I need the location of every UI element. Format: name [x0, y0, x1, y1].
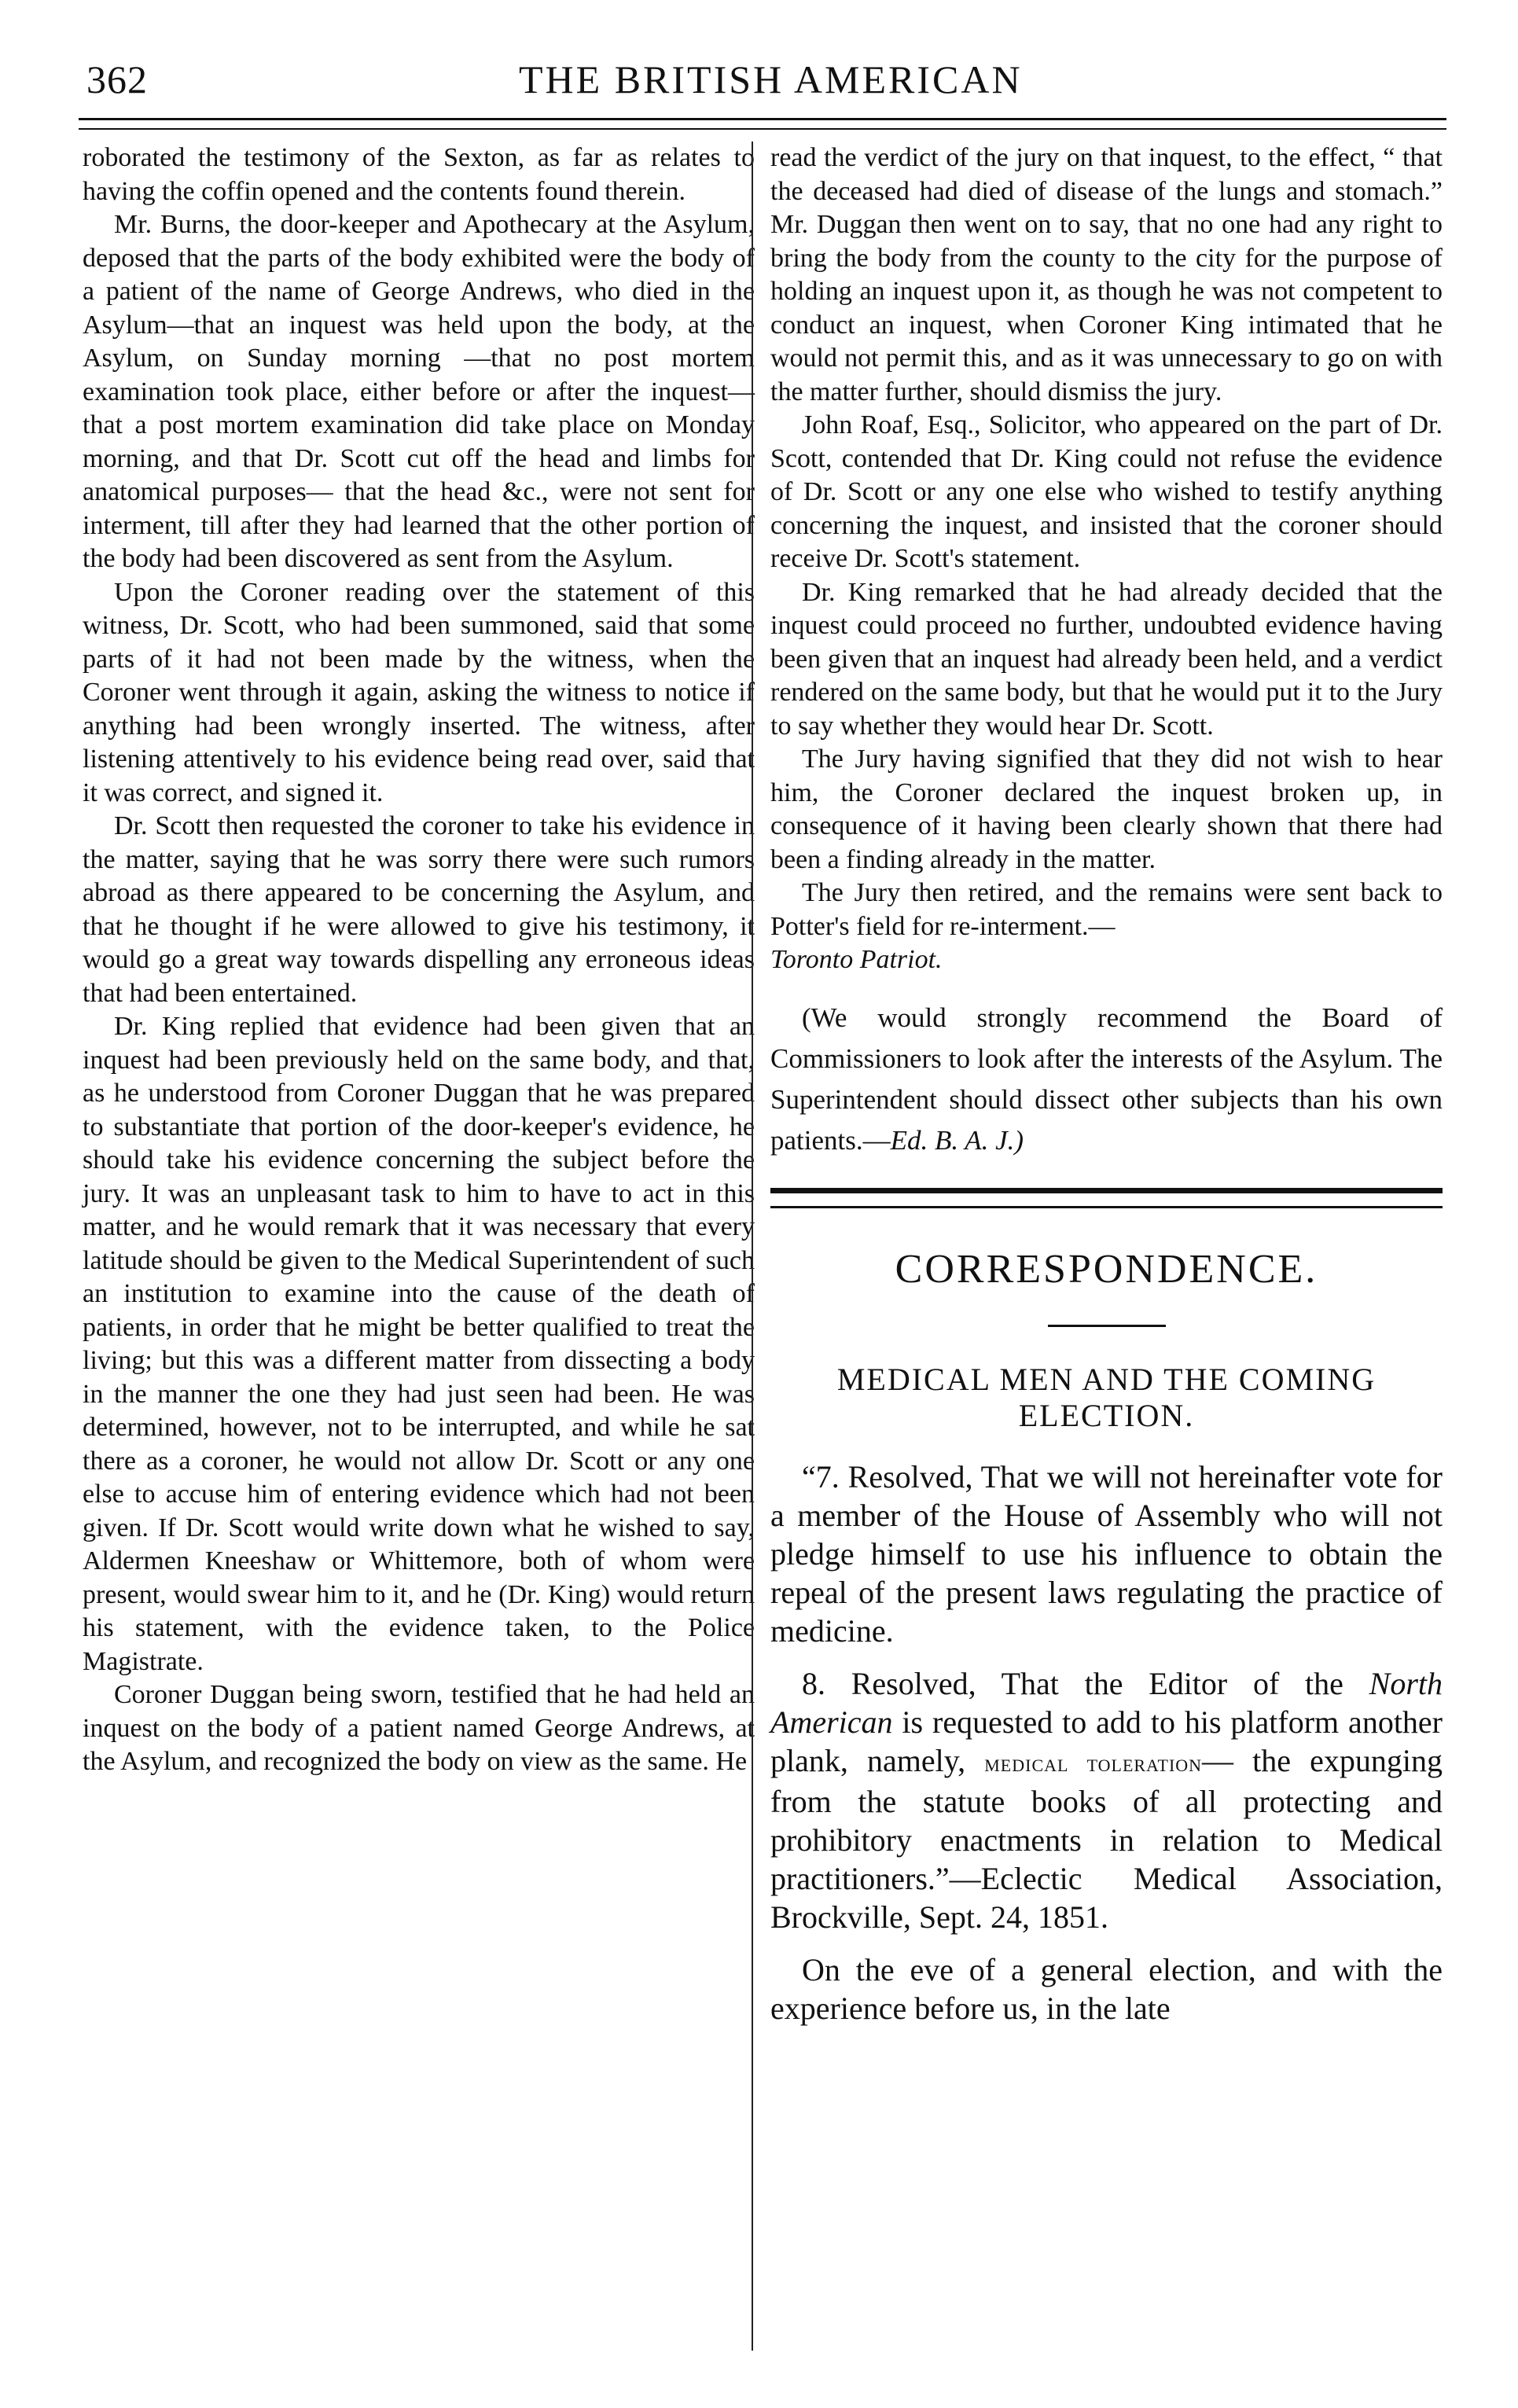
resolution-8-end: — the expunging from the statute books of all protecting and prohibitory enactments in relation to Medical practitioners.”—Eclectic Medical Association, Brockville, Sept. 24, 1851. — [770, 1742, 1443, 1935]
article-heading: MEDICAL MEN AND THE COMING ELECTION. — [836, 1361, 1376, 1433]
paragraph: Upon the Coroner reading over the statement of this witness, Dr. Scott, who had been summoned, said that some parts of it had not been made by the witness, when the Coroner went through it again, asking the witness to notice if anything had been wrongly inserted. The witness, after listening attentively to his evidence being read over, said that it was correct, and signed it. — [83, 577, 755, 807]
right-column — [770, 142, 1443, 2027]
paragraph: John Roaf, Esq., Solicitor, who appeared on the part of Dr. Scott, contended that Dr. King could not refuse the evidence of Dr. Scott or any one else who wished to testify anything concerning the inquest, and insisted that the coroner should receive Dr. Scott's statement. — [770, 410, 1443, 573]
paragraph: The Jury then retired, and the remains were sent back to Potter's field for re-interment.— — [770, 878, 1443, 941]
source-credit-text: Toronto Patriot. — [770, 945, 943, 974]
resolution-8 — [770, 1664, 1443, 1936]
short-rule — [1048, 1325, 1166, 1327]
resolution-8-start: 8. Resolved, That the Editor of the — [802, 1665, 1343, 1701]
header-rule — [79, 118, 1446, 130]
paragraph: roborated the testimony of the Sexton, as far as relates to having the coffin opened and the contents found therein. — [83, 143, 755, 206]
closing-paragraph: On the eve of a general election, and with the experience before us, in the late — [770, 1951, 1443, 2026]
page-header — [79, 49, 1446, 112]
paragraph: Coroner Duggan being sworn, testified that he had held an inquest on the body of a patient named George Andrews, at the Asylum, and recognized the body on view as the same. He — [83, 1680, 755, 1776]
paragraph: Dr. Scott then requested the coroner to take his evidence in the matter, saying that he was sorry there were such rumors abroad as there appeared to be concerning the Asylum, and that he thought if he were allowed to give his testimony, it would go a great way towards dispelling any erroneous ideas that had been entertained. — [83, 811, 755, 1008]
page-number: 362 — [86, 57, 148, 101]
resolution-7: “7. Resolved, That we will not hereinafter vote for a member of the House of Assembly who will not pledge himself to use his influence to obtain the repeal of the present laws regulating the practice of medicine. — [770, 1458, 1443, 1649]
column-divider — [752, 142, 753, 2351]
medical-toleration: medical toleration — [984, 1748, 1203, 1777]
paragraph: Dr. King remarked that he had already decided that the inquest could proceed no further, undoubted evidence having been given that an inquest had already been held, and a verdict rendered on the same body, but that he would put it to the Jury to say whether they would hear Dr. Scott. — [770, 577, 1443, 741]
source-credit — [770, 943, 1443, 977]
paragraph: Mr. Burns, the door-keeper and Apothecary at the Asylum, deposed that the parts of the body exhibited were the body of a patient of the name of George Andrews, who died in the Asylum—that an inquest was held upon the body, at the Asylum, on Sunday morning —that no post mortem examination took place, either before or after the inquest—that a post mortem examination did take place on Monday morning, and that Dr. Scott cut off the head and limbs for anatomical purposes— that the head &c., were not sent for interment, till after they had learned that the other portion of the body had been discovered as sent from the Asylum. — [83, 210, 755, 573]
paragraph: read the verdict of the jury on that inquest, to the effect, “ that the deceased had died of disease of the lungs and stomach.” Mr. Duggan then went on to say, that no one had any right to bring the body from the county to the city for the purpose of holding an inquest upon it, as though he was not competent to conduct an inquest, when Coroner King intimated that he would not permit this, and as it was unnecessary to go on with the matter further, should dismiss the jury. — [770, 143, 1443, 406]
editorial-note-text: (We would strongly recommend the Board of Commissioners to look after the interests of the Asylum. The Superintendent should dissect other subjects than his own patients.— — [770, 1002, 1443, 1156]
editorial-signature: Ed. B. A. J.) — [890, 1124, 1024, 1156]
left-column — [83, 142, 755, 1779]
resolution-8-mid: is requested to add to his platform another plank, namely, — [770, 1704, 1443, 1778]
newspaper-name: North American — [770, 1665, 1443, 1740]
paragraph: The Jury having signified that they did not wish to hear him, the Coroner declared the inquest broken up, in consequence of it having been clearly shown that there had been a finding already in the matter. — [770, 744, 1443, 874]
running-title: THE BRITISH AMERICAN — [519, 57, 1023, 101]
section-rule — [770, 1188, 1443, 1208]
editorial-note — [770, 998, 1443, 1161]
section-heading: CORRESPONDENCE. — [895, 1246, 1318, 1292]
paragraph: Dr. King replied that evidence had been given that an inquest had been previously held on the same body, and that, as he understood from Coroner Duggan that he was prepared to substantiate that portion of the door-keeper's evidence, he should take his evidence concerning the subject before the jury. It was an unpleasant task to him to have to act in this matter, and he would remark that it was necessary that every latitude should be given to the Medical Superintendent of such an institution to examine into the cause of the death of patients, in order that he might be better qualified to treat the living; but this was a different matter from dissecting a body in the manner the one they had just seen had been. He was determined, however, not to be interrupted, and while he sat there as a coroner, he would not allow Dr. Scott or any one else to accuse him of entering evidence which had not been given. If Dr. Scott would write down what he wished to say, Aldermen Kneeshaw or Whittemore, both of whom were present, would swear him to it, and he (Dr. King) would return his statement, with the evidence taken, to the Police Magistrate. — [83, 1012, 755, 1676]
